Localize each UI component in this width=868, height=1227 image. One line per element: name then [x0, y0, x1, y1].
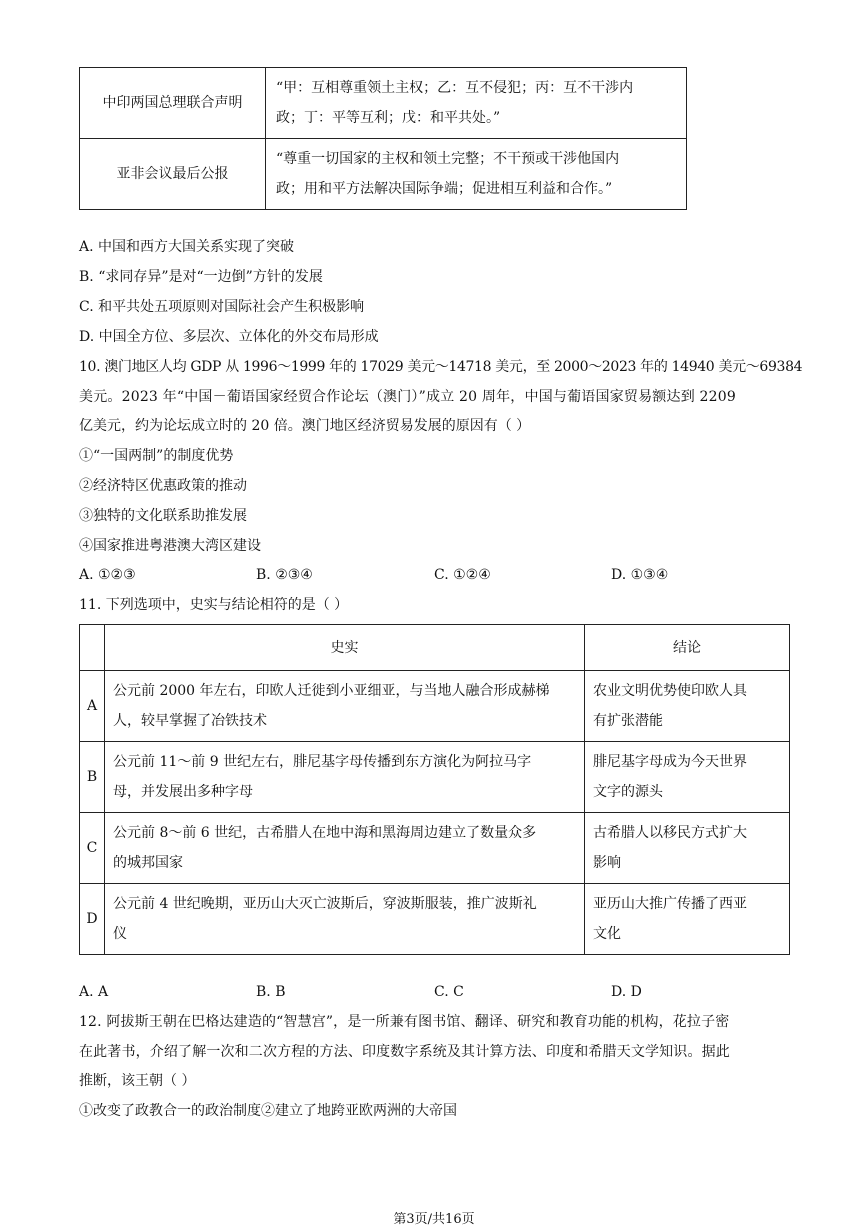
table-row [80, 68, 687, 139]
conclusion-line: 文字的源头 [593, 784, 663, 800]
q10-item: ④国家推进粤港澳大湾区建设 [79, 538, 261, 554]
q10-item: ①“一国两制”的制度优势 [79, 448, 234, 464]
table-cell-fact [105, 813, 585, 884]
table-row [80, 139, 687, 210]
page-footer: 第3页/共16页 [393, 1212, 475, 1227]
table-cell-source: 中印两国总理联合声明 [80, 68, 266, 139]
fact-line: 公元前 8～前 6 世纪，古希腊人在地中海和黑海周边建立了数量众多 [113, 825, 537, 841]
content-line: “尊重一切国家的主权和领土完整；不干预或干涉他国内 [276, 151, 620, 167]
row-label: D [80, 884, 105, 955]
conclusion-line: 有扩张潜能 [593, 713, 663, 729]
fact-line: 的城邦国家 [113, 855, 183, 871]
q10-item: ②经济特区优惠政策的推动 [79, 478, 247, 494]
table-cell-conclusion [585, 742, 790, 813]
table-header-conclusion: 结论 [585, 625, 790, 671]
fact-line: 公元前 2000 年左右，印欧人迁徙到小亚细亚，与当地人融合形成赫梯 [113, 683, 550, 699]
content-line: 政；用和平方法解决国际争端；促进相互利益和合作。” [276, 181, 613, 197]
table-cell-conclusion [585, 671, 790, 742]
content-line: “甲：互相尊重领土主权；乙：互不侵犯；丙：互不干涉内 [276, 80, 634, 96]
table-cell-conclusion [585, 813, 790, 884]
table-cell-conclusion [585, 884, 790, 955]
q10-stem-line: 亿美元，约为论坛成立时的 20 倍。澳门地区经济贸易发展的原因有（ ） [79, 418, 531, 434]
q12-stem-line: 12. 阿拔斯王朝在巴格达建造的“智慧宫”，是一所兼有图书馆、翻译、研究和教育功能的机构，花拉子密 [79, 1014, 730, 1030]
choice-a: A. ①②③ [79, 567, 136, 583]
choice-c: C. ①②④ [434, 567, 491, 583]
q12-item: ①改变了政教合一的政治制度②建立了地跨亚欧两洲的大帝国 [79, 1103, 457, 1119]
table-header-blank [80, 625, 105, 671]
table-cell-fact [105, 671, 585, 742]
q9-option-c: C. 和平共处五项原则对国际社会产生积极影响 [79, 299, 365, 315]
q10-stem-line: 美元。2023 年“中国－葡语国家经贸合作论坛（澳门）”成立 20 周年，中国与葡语国家贸易额达到 2209 [79, 389, 736, 405]
conclusion-line: 文化 [593, 926, 621, 942]
choice-c: C. C [434, 984, 464, 1000]
conclusion-line: 影响 [593, 855, 621, 871]
choice-b: B. ②③④ [256, 567, 313, 583]
q9-option-a: A. 中国和西方大国关系实现了突破 [79, 239, 295, 255]
table-row [80, 742, 790, 813]
choice-d: D. D [611, 984, 642, 1000]
q12-stem-line: 推断，该王朝（ ） [79, 1073, 196, 1089]
table-cell-source: 亚非会议最后公报 [80, 139, 266, 210]
choice-a: A. A [79, 984, 109, 1000]
table-row [80, 671, 790, 742]
content-line: 政；丁：平等互利；戊：和平共处。” [276, 110, 501, 126]
table-header-fact: 史实 [105, 625, 585, 671]
table-cell-fact [105, 742, 585, 813]
table-cell-content [266, 139, 687, 210]
treaty-table [79, 67, 687, 210]
conclusion-line: 亚历山大推广传播了西亚 [593, 896, 747, 912]
choice-d: D. ①③④ [611, 567, 669, 583]
q9-option-b: B. “求同存异”是对“一边倒”方针的发展 [79, 269, 323, 285]
row-label: A [80, 671, 105, 742]
q10-stem-line: 10. 澳门地区人均 GDP 从 1996～1999 年的 17029 美元～14718 美元，至 2000～2023 年的 14940 美元～69384 [79, 359, 803, 375]
fact-line: 仪 [113, 926, 127, 942]
choice-b: B. B [256, 984, 286, 1000]
row-label: C [80, 813, 105, 884]
table-row [80, 813, 790, 884]
q11-stem: 11. 下列选项中，史实与结论相符的是（ ） [79, 597, 349, 613]
q12-stem-line: 在此著书，介绍了解一次和二次方程的方法、印度数字系统及其计算方法、印度和希腊天文学知识。据此 [79, 1044, 730, 1060]
fact-line: 母，并发展出多种字母 [113, 784, 253, 800]
conclusion-line: 农业文明优势使印欧人具 [593, 683, 747, 699]
q10-item: ③独特的文化联系助推发展 [79, 508, 247, 524]
conclusion-line: 古希腊人以移民方式扩大 [593, 825, 747, 841]
fact-line: 公元前 11～前 9 世纪左右，腓尼基字母传播到东方演化为阿拉马字 [113, 754, 532, 770]
history-table [79, 624, 790, 955]
q9-option-d: D. 中国全方位、多层次、立体化的外交布局形成 [79, 329, 379, 345]
conclusion-line: 腓尼基字母成为今天世界 [593, 754, 747, 770]
table-cell-fact [105, 884, 585, 955]
row-label: B [80, 742, 105, 813]
fact-line: 人，较早掌握了冶铁技术 [113, 713, 267, 729]
table-row [80, 884, 790, 955]
table-header-row [80, 625, 790, 671]
fact-line: 公元前 4 世纪晚期，亚历山大灭亡波斯后，穿波斯服装，推广波斯礼 [113, 896, 537, 912]
table-cell-content [266, 68, 687, 139]
